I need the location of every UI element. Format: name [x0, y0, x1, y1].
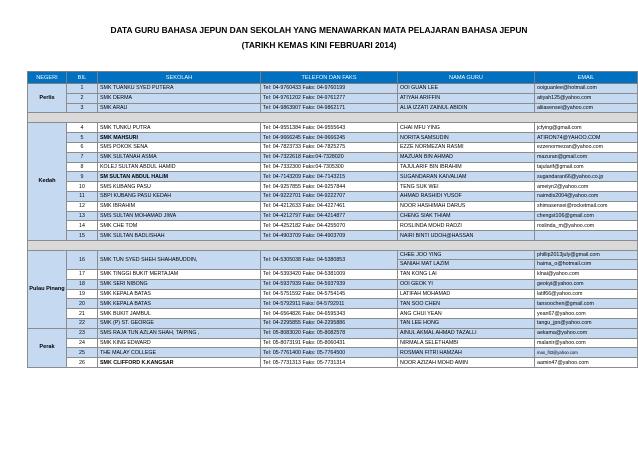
teacher-cell: NAIRI BINTI UDOH@HASSAN — [398, 231, 535, 241]
teacher-cell: MAZUAN BIN AHMAD — [398, 152, 535, 162]
school-cell: KOLEJ SULTAN ABDUL HAMID — [98, 162, 261, 172]
table-row — [28, 103, 638, 113]
phone-cell: Tel: 04-9760433 Faks: 04-9760199 — [261, 84, 398, 94]
page-title: DATA GURU BAHASA JEPUN DAN SEKOLAH YANG MENAWARKAN MATA PELAJARAN BAHASA JEPUN — [110, 25, 528, 35]
teacher-cell: NIRMALA SELETHAMBI — [398, 338, 535, 348]
bil-cell: 16 — [67, 250, 98, 269]
header-nama: NAMA GURU — [398, 72, 535, 84]
table-row — [28, 338, 638, 348]
teacher-cell: TAJULARIF BIN IBRAHIM — [398, 162, 535, 172]
school-cell: SMK KING EDWARD — [98, 338, 261, 348]
bil-cell: 21 — [67, 309, 98, 319]
bil-cell: 10 — [67, 182, 98, 192]
bil-cell: 11 — [67, 191, 98, 201]
table-row — [28, 142, 638, 152]
bil-cell: 14 — [67, 221, 98, 231]
email-cell: aekama@yahoo.com — [535, 328, 638, 338]
school-cell: SMK ARAU — [98, 103, 261, 113]
phone-cell: Tel: 04-4252182 Faks: 04-4255070 — [261, 221, 398, 231]
school-cell: SMK TUANKU SYED PUTERA — [98, 84, 261, 94]
email-cell: chengst106@gmail.com — [535, 211, 638, 221]
table-row — [28, 211, 638, 221]
email-cell: klnai@yahoo.com — [535, 269, 638, 279]
school-cell: SMK SULTAN BADLISHAH — [98, 231, 261, 241]
email-cell: mazuran@gmail.com — [535, 152, 638, 162]
email-cell: latif66@yahoo.com — [535, 289, 638, 299]
phone-cell: Tel: 04-2295855 Faks: 04-2295886 — [261, 318, 398, 328]
phone-cell: Tel: 04-7823733 Faks: 04-7825275 — [261, 142, 398, 152]
teacher-cell: TENG SUK WEI — [398, 182, 535, 192]
teacher-cell: ALIA IZZATI ZAINUL ABIDIN — [398, 103, 535, 113]
bil-cell: 5 — [67, 133, 98, 143]
table-row — [28, 358, 638, 368]
email-cell: geokyi@yahoo.com — [535, 279, 638, 289]
table-row — [28, 309, 638, 319]
email-cell: shimasensei@rocketmail.com — [535, 201, 638, 211]
school-cell: SMS KUBANG PASU — [98, 182, 261, 192]
school-cell: SMK TUN SYED SHEH SHAHABUDDIN, — [98, 250, 261, 269]
state-cell-pulau-pinang: Pulau Pinang — [28, 250, 67, 328]
email-cell: ooiguanlee@hotmail.com — [535, 84, 638, 94]
school-cell: SMK DERMA — [98, 93, 261, 103]
bil-cell: 12 — [67, 201, 98, 211]
state-cell-perlis: Perlis — [28, 84, 67, 113]
teacher-cell: EZZE NORMEZAN RASMI — [398, 142, 535, 152]
table-row — [28, 250, 638, 269]
phone-cell: Tel: 04-9551384 Faks: 04-9555643 — [261, 123, 398, 133]
bil-cell: 23 — [67, 328, 98, 338]
teacher-table — [27, 71, 638, 368]
header-bil: BIL — [67, 72, 98, 84]
school-cell: SMK SULTANAH ASMA — [98, 152, 261, 162]
state-cell-kedah: Kedah — [28, 123, 67, 241]
bil-cell: 18 — [67, 279, 98, 289]
teacher-cell: SUGANDARAN KAIVALIAM — [398, 172, 535, 182]
school-cell: SMS RAJA TUN AZLAN SHAH, TAIPING , — [98, 328, 261, 338]
teacher-cell — [398, 250, 535, 269]
table-row — [28, 93, 638, 103]
email-cell: tansoochen@gmail.com — [535, 299, 638, 309]
phone-cell: Tel: 04-4212633 Faks: 04-4227461 — [261, 201, 398, 211]
table-row — [28, 269, 638, 279]
email-cell: malanir@yahoo.com — [535, 338, 638, 348]
table-row — [28, 123, 638, 133]
teacher-cell: ANG CHUI YEAN — [398, 309, 535, 319]
email-cell: man_fit3@yahoo.com — [535, 348, 638, 358]
teacher-cell: ATIYAH ARIFFIN — [398, 93, 535, 103]
bil-cell: 19 — [67, 289, 98, 299]
table-row — [28, 152, 638, 162]
table-row — [28, 162, 638, 172]
phone-cell: Tel: 05-8083020 Faks: 05-8082578 — [261, 328, 398, 338]
bil-cell: 17 — [67, 269, 98, 279]
phone-cell: Tel: 04-7322618 Faks:04-7328020 — [261, 152, 398, 162]
table-row — [28, 191, 638, 201]
table-row — [28, 221, 638, 231]
table-row — [28, 201, 638, 211]
teacher-cell: CHENG SIAK THIAM — [398, 211, 535, 221]
phone-cell: Tel: 05-8073191 Faks: 05-8060431 — [261, 338, 398, 348]
header-email: EMAIL — [535, 72, 638, 84]
email-cell: tangu_jpn@yahoo.com — [535, 318, 638, 328]
header-sekolah: SEKOLAH — [98, 72, 261, 84]
bil-cell: 13 — [67, 211, 98, 221]
teacher-cell: TAN LEE HONG — [398, 318, 535, 328]
table-row — [28, 133, 638, 143]
school-cell: SMK CLIFFORD K.KANGSAR — [98, 358, 261, 368]
teacher-cell: AHMAD RASHIDI YUSOF — [398, 191, 535, 201]
school-cell: SMK KEPALA BATAS — [98, 299, 261, 309]
school-cell: SM SULTAN ABDUL HALIM — [98, 172, 261, 182]
teacher-cell: OOI GUAN LEE — [398, 84, 535, 94]
school-cell: SMK MAHSURI — [98, 133, 261, 143]
bil-cell: 22 — [67, 318, 98, 328]
school-cell: SMK (P) ST. GEORGE — [98, 318, 261, 328]
teacher-cell: NORITA SAMSUDIN — [398, 133, 535, 143]
phone-cell: Tel: 04-9222701 Faks: 04-9222707 — [261, 191, 398, 201]
table-row — [28, 182, 638, 192]
phone-cell: Tel: 04-5792911 Faks: 04-5792911 — [261, 299, 398, 309]
bil-cell: 1 — [67, 84, 98, 94]
email-cell: naimdis2004@yahoo.com — [535, 191, 638, 201]
table-row — [28, 328, 638, 338]
phone-cell: Tel: 04-9863907 Faks: 04-9862171 — [261, 103, 398, 113]
teacher-name: SANIAH MAT LAZIM — [398, 259, 534, 269]
separator-row — [28, 240, 638, 250]
table-row — [28, 289, 638, 299]
bil-cell: 8 — [67, 162, 98, 172]
email-cell: ezzenormezan@yahoo.com — [535, 142, 638, 152]
table-row — [28, 231, 638, 241]
email-cell: tajularif@gmail.com — [535, 162, 638, 172]
phone-cell: Tel: 04-5305038 Faks: 04-5380853 — [261, 250, 398, 269]
phone-cell: Tel: 04-7332300 Faks:04-7305300 — [261, 162, 398, 172]
school-cell: SMK CHE TOM — [98, 221, 261, 231]
teacher-cell: TAN KONG LAI — [398, 269, 535, 279]
bil-cell: 24 — [67, 338, 98, 348]
table-row — [28, 279, 638, 289]
phone-cell: Tel: 04-9666245 Faks: 04-9666245 — [261, 133, 398, 143]
page-subtitle: (TARIKH KEMAS KINI FEBRUARI 2014) — [241, 40, 397, 50]
email-cell: ameiyn2@yahoo.com — [535, 182, 638, 192]
table-row — [28, 299, 638, 309]
separator-cell — [28, 113, 638, 123]
bil-cell: 15 — [67, 231, 98, 241]
phone-cell: Tel: 04-5937939 Faks: 04-5937939 — [261, 279, 398, 289]
email-cell: jcfying@gmail.com — [535, 123, 638, 133]
school-cell: SMK SERI NIBONG — [98, 279, 261, 289]
email-text: phillip2013july@gmail.com — [537, 251, 600, 258]
bil-cell: 4 — [67, 123, 98, 133]
bil-cell: 20 — [67, 299, 98, 309]
email-cell — [535, 231, 638, 241]
phone-cell: Tel: 04-5751592 Faks: 04-5754145 — [261, 289, 398, 299]
bil-cell: 25 — [67, 348, 98, 358]
school-cell: SMK BUKIT JAMBUL — [98, 309, 261, 319]
teacher-cell: AINUL AKMAL AHMAD TAZALLI — [398, 328, 535, 338]
separator-cell — [28, 240, 638, 250]
school-cell: THE MALAY COLLEGE — [98, 348, 261, 358]
bil-cell: 6 — [67, 142, 98, 152]
phone-cell: Tel: 04-9257855 Faks: 04-9257844 — [261, 182, 398, 192]
school-cell: SMK TUNKU PUTRA — [98, 123, 261, 133]
email-cell: roslinda_m@yahoo.com — [535, 221, 638, 231]
phone-cell: Tel: 05-7761400 Faks: 05-7764500 — [261, 348, 398, 358]
email-cell — [535, 250, 638, 269]
phone-cell: Tel: 04-4212797 Faks: 04-4214877 — [261, 211, 398, 221]
school-cell: SMK KEPALA BATAS — [98, 289, 261, 299]
teacher-cell: ROSLINDA MOHD RADZI — [398, 221, 535, 231]
teacher-name: CHEE JOO YING — [400, 251, 442, 258]
phone-cell: Tel: 04-9761202 Faks: 04-9761277 — [261, 93, 398, 103]
phone-cell: Tel: 04-5393420 Faks: 04-5381009 — [261, 269, 398, 279]
email-cell: aamin47@yahoo.com — [535, 358, 638, 368]
email-cell: yean67@yahoo.com — [535, 309, 638, 319]
phone-cell: Tel: 04-4903709 Faks: 04-4903709 — [261, 231, 398, 241]
teacher-cell: NOOR HASHIMAH DARUS — [398, 201, 535, 211]
bil-cell: 9 — [67, 172, 98, 182]
email-text: haima_o@hotmail.com — [535, 259, 637, 269]
email-cell: aliiasensei@yahoo.com — [535, 103, 638, 113]
phone-cell: Tel: 04-7143209 Faks: 04-7143215 — [261, 172, 398, 182]
teacher-cell: CHAI MFU YING — [398, 123, 535, 133]
header-telefon: TELEFON DAN FAKS — [261, 72, 398, 84]
school-cell: SMS POKOK SENA — [98, 142, 261, 152]
teacher-cell: LATIFAH MOHAMAD — [398, 289, 535, 299]
school-cell: SMS SULTAN MOHAMAD JIWA — [98, 211, 261, 221]
email-cell: atiyah125@yahoo.com — [535, 93, 638, 103]
bil-cell: 26 — [67, 358, 98, 368]
teacher-cell: ROSMAN FITRI HAMZAH — [398, 348, 535, 358]
table-row — [28, 348, 638, 358]
teacher-cell: OOI GEOK YI — [398, 279, 535, 289]
phone-cell: Tel: 04-6564826 Faks: 04-6595343 — [261, 309, 398, 319]
email-cell: ATIRON74@YAHOO.COM — [535, 133, 638, 143]
email-cell: sugandaran66@yahoo.co.jp — [535, 172, 638, 182]
phone-cell: Tel: 05-7731313 Faks: 05-7731314 — [261, 358, 398, 368]
separator-row — [28, 113, 638, 123]
header-negeri: NEGERI — [28, 72, 67, 84]
state-cell-perak: Perak — [28, 328, 67, 367]
header-row — [28, 72, 638, 84]
school-cell: SMK IBRAHIM — [98, 201, 261, 211]
school-cell: SBPI KUBANG PASU KEDAH — [98, 191, 261, 201]
school-cell: SMK TINGGI BUKIT MERTAJAM — [98, 269, 261, 279]
teacher-cell: TAN SOO CHEN — [398, 299, 535, 309]
table-row — [28, 318, 638, 328]
table-row — [28, 84, 638, 94]
bil-cell: 2 — [67, 93, 98, 103]
bil-cell: 3 — [67, 103, 98, 113]
bil-cell: 7 — [67, 152, 98, 162]
table-row — [28, 172, 638, 182]
teacher-cell: NOOR AZIZAH MOHD AMIN — [398, 358, 535, 368]
